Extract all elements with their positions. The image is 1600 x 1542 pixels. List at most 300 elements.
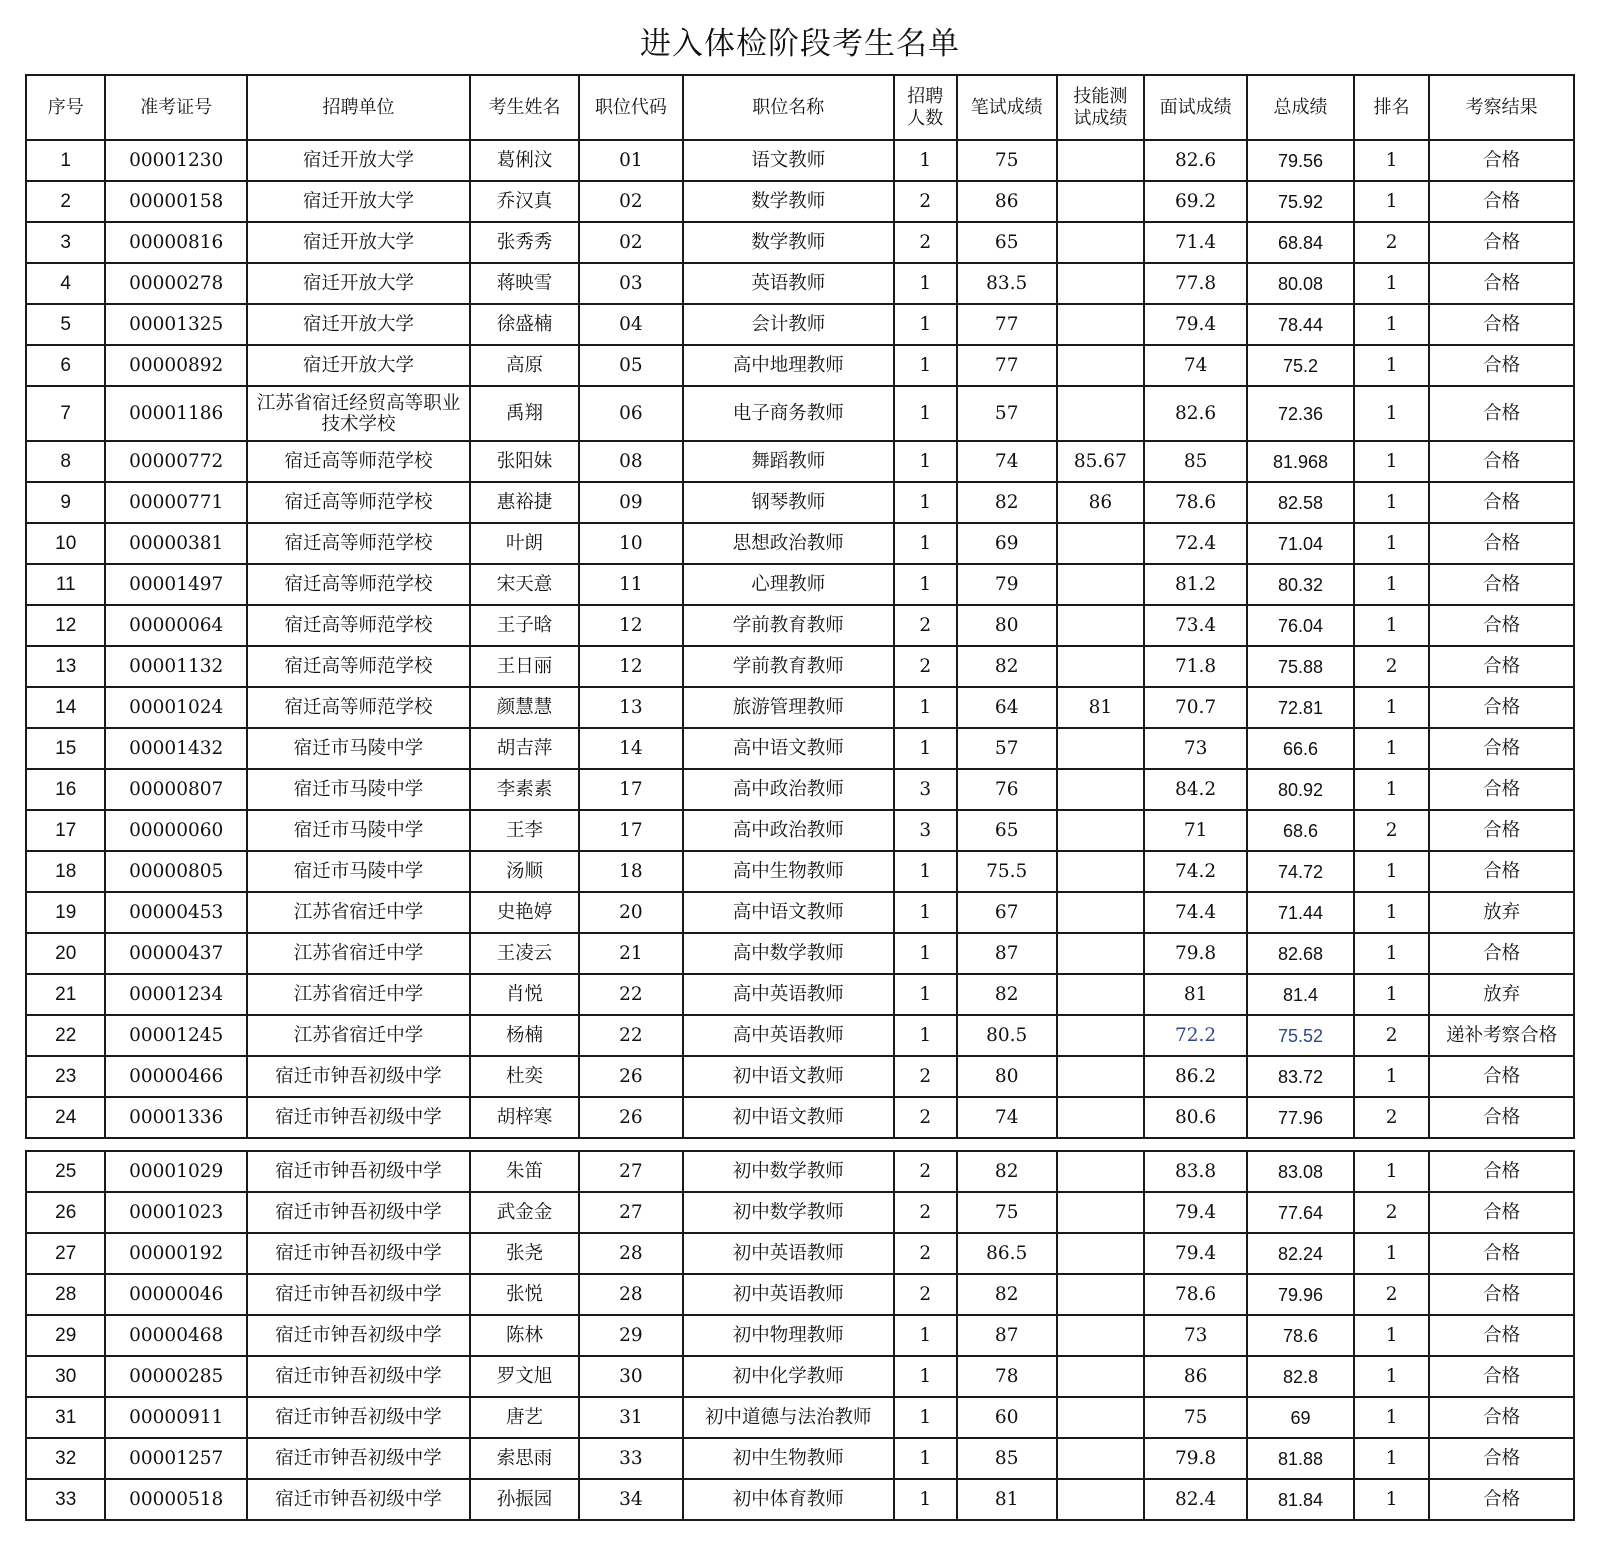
cell-candidate-name: 禹翔 <box>470 386 579 441</box>
cell-hire-count: 1 <box>894 441 957 482</box>
cell-skill-score <box>1057 222 1145 263</box>
cell-exam-id: 00001186 <box>105 386 247 441</box>
cell-hire-count: 1 <box>894 1397 957 1438</box>
table-row <box>26 1479 1574 1520</box>
cell-exam-id: 00000805 <box>105 851 247 892</box>
cell-candidate-name: 李素素 <box>470 769 579 810</box>
table-row <box>26 482 1574 523</box>
cell-position-name: 旅游管理教师 <box>683 687 894 728</box>
table-row <box>26 646 1574 687</box>
cell-result: 合格 <box>1429 140 1574 181</box>
cell-unit: 宿迁开放大学 <box>247 181 470 222</box>
cell-written-score: 82 <box>957 974 1057 1015</box>
table-row <box>26 140 1574 181</box>
cell-seq: 20 <box>26 933 105 974</box>
cell-interview-score: 82.6 <box>1144 140 1247 181</box>
cell-interview-score: 86 <box>1144 1356 1247 1397</box>
cell-skill-score: 85.67 <box>1057 441 1145 482</box>
cell-seq: 32 <box>26 1438 105 1479</box>
cell-candidate-name: 索思雨 <box>470 1438 579 1479</box>
cell-candidate-name: 胡吉萍 <box>470 728 579 769</box>
cell-exam-id: 00000064 <box>105 605 247 646</box>
cell-written-score: 65 <box>957 222 1057 263</box>
cell-result: 合格 <box>1429 1356 1574 1397</box>
cell-total-score: 69 <box>1247 1397 1354 1438</box>
cell-rank: 1 <box>1354 1479 1429 1520</box>
cell-seq: 6 <box>26 345 105 386</box>
cell-exam-id: 00001029 <box>105 1151 247 1192</box>
cell-total-score: 72.36 <box>1247 386 1354 441</box>
cell-hire-count: 2 <box>894 646 957 687</box>
cell-seq: 28 <box>26 1274 105 1315</box>
cell-total-score: 68.84 <box>1247 222 1354 263</box>
cell-position-name: 初中生物教师 <box>683 1438 894 1479</box>
header-result: 考察结果 <box>1429 75 1574 140</box>
cell-unit: 宿迁开放大学 <box>247 304 470 345</box>
cell-written-score: 78 <box>957 1356 1057 1397</box>
cell-skill-score <box>1057 140 1145 181</box>
cell-hire-count: 2 <box>894 1097 957 1138</box>
table-row <box>26 1015 1574 1056</box>
cell-candidate-name: 惠裕捷 <box>470 482 579 523</box>
cell-interview-score: 83.8 <box>1144 1151 1247 1192</box>
table-header-row <box>26 75 1574 140</box>
cell-written-score: 74 <box>957 1097 1057 1138</box>
cell-interview-score: 86.2 <box>1144 1056 1247 1097</box>
cell-skill-score <box>1057 1397 1145 1438</box>
table-row <box>26 1233 1574 1274</box>
cell-skill-score <box>1057 263 1145 304</box>
table-row <box>26 1056 1574 1097</box>
cell-seq: 21 <box>26 974 105 1015</box>
cell-position-code: 27 <box>579 1192 683 1233</box>
cell-hire-count: 1 <box>894 1015 957 1056</box>
cell-position-code: 12 <box>579 605 683 646</box>
cell-skill-score <box>1057 181 1145 222</box>
cell-total-score: 71.44 <box>1247 892 1354 933</box>
cell-total-score: 81.88 <box>1247 1438 1354 1479</box>
cell-result: 合格 <box>1429 482 1574 523</box>
cell-result: 合格 <box>1429 523 1574 564</box>
cell-written-score: 79 <box>957 564 1057 605</box>
header-position-name: 职位名称 <box>683 75 894 140</box>
cell-rank: 1 <box>1354 1151 1429 1192</box>
cell-result: 合格 <box>1429 851 1574 892</box>
table-row <box>26 687 1574 728</box>
cell-candidate-name: 颜慧慧 <box>470 687 579 728</box>
cell-rank: 1 <box>1354 892 1429 933</box>
cell-hire-count: 2 <box>894 1274 957 1315</box>
cell-exam-id: 00000468 <box>105 1315 247 1356</box>
table-row <box>26 1397 1574 1438</box>
cell-candidate-name: 杨楠 <box>470 1015 579 1056</box>
cell-position-name: 初中语文教师 <box>683 1097 894 1138</box>
cell-candidate-name: 肖悦 <box>470 974 579 1015</box>
cell-total-score: 82.58 <box>1247 482 1354 523</box>
table-row <box>26 441 1574 482</box>
cell-exam-id: 00000772 <box>105 441 247 482</box>
cell-interview-score: 74.4 <box>1144 892 1247 933</box>
cell-rank: 1 <box>1354 769 1429 810</box>
cell-position-name: 高中语文教师 <box>683 728 894 769</box>
cell-unit: 宿迁市钟吾初级中学 <box>247 1097 470 1138</box>
table-row <box>26 1097 1574 1138</box>
cell-candidate-name: 宋天意 <box>470 564 579 605</box>
cell-candidate-name: 王李 <box>470 810 579 851</box>
cell-unit: 宿迁高等师范学校 <box>247 605 470 646</box>
cell-hire-count: 2 <box>894 1151 957 1192</box>
cell-exam-id: 00000518 <box>105 1479 247 1520</box>
cell-total-score: 80.32 <box>1247 564 1354 605</box>
table-row <box>26 810 1574 851</box>
cell-unit: 江苏省宿迁中学 <box>247 974 470 1015</box>
header-written-score: 笔试成绩 <box>957 75 1057 140</box>
cell-unit: 宿迁市马陵中学 <box>247 810 470 851</box>
table-row <box>26 523 1574 564</box>
cell-interview-score: 72.2 <box>1144 1015 1247 1056</box>
cell-rank: 1 <box>1354 441 1429 482</box>
cell-skill-score <box>1057 1315 1145 1356</box>
cell-total-score: 66.6 <box>1247 728 1354 769</box>
cell-exam-id: 00001230 <box>105 140 247 181</box>
cell-total-score: 79.56 <box>1247 140 1354 181</box>
cell-exam-id: 00000771 <box>105 482 247 523</box>
cell-exam-id: 00001024 <box>105 687 247 728</box>
cell-seq: 15 <box>26 728 105 769</box>
cell-rank: 1 <box>1354 181 1429 222</box>
cell-rank: 1 <box>1354 974 1429 1015</box>
cell-rank: 1 <box>1354 1397 1429 1438</box>
cell-rank: 2 <box>1354 1274 1429 1315</box>
cell-hire-count: 1 <box>894 1479 957 1520</box>
cell-rank: 1 <box>1354 687 1429 728</box>
cell-rank: 1 <box>1354 728 1429 769</box>
cell-total-score: 76.04 <box>1247 605 1354 646</box>
cell-position-name: 初中物理教师 <box>683 1315 894 1356</box>
cell-position-name: 初中数学教师 <box>683 1192 894 1233</box>
cell-position-name: 高中数学教师 <box>683 933 894 974</box>
cell-skill-score <box>1057 1151 1145 1192</box>
cell-rank: 1 <box>1354 345 1429 386</box>
cell-position-name: 钢琴教师 <box>683 482 894 523</box>
cell-candidate-name: 乔汉真 <box>470 181 579 222</box>
cell-position-name: 学前教育教师 <box>683 646 894 687</box>
cell-unit: 宿迁市马陵中学 <box>247 728 470 769</box>
cell-interview-score: 75 <box>1144 1397 1247 1438</box>
cell-total-score: 72.81 <box>1247 687 1354 728</box>
cell-written-score: 57 <box>957 728 1057 769</box>
cell-exam-id: 00001325 <box>105 304 247 345</box>
cell-interview-score: 79.4 <box>1144 304 1247 345</box>
table-row <box>26 1274 1574 1315</box>
cell-seq: 11 <box>26 564 105 605</box>
cell-unit: 宿迁市钟吾初级中学 <box>247 1151 470 1192</box>
cell-result: 合格 <box>1429 386 1574 441</box>
cell-rank: 1 <box>1354 1315 1429 1356</box>
cell-interview-score: 84.2 <box>1144 769 1247 810</box>
cell-interview-score: 85 <box>1144 441 1247 482</box>
cell-position-name: 初中数学教师 <box>683 1151 894 1192</box>
cell-hire-count: 1 <box>894 1438 957 1479</box>
cell-written-score: 57 <box>957 386 1057 441</box>
cell-position-name: 高中英语教师 <box>683 1015 894 1056</box>
cell-written-score: 82 <box>957 1274 1057 1315</box>
cell-written-score: 87 <box>957 933 1057 974</box>
cell-total-score: 75.52 <box>1247 1015 1354 1056</box>
cell-skill-score: 86 <box>1057 482 1145 523</box>
cell-candidate-name: 张秀秀 <box>470 222 579 263</box>
cell-interview-score: 78.6 <box>1144 1274 1247 1315</box>
cell-rank: 1 <box>1354 304 1429 345</box>
cell-seq: 5 <box>26 304 105 345</box>
cell-interview-score: 72.4 <box>1144 523 1247 564</box>
cell-exam-id: 00000285 <box>105 1356 247 1397</box>
cell-position-name: 会计教师 <box>683 304 894 345</box>
header-seq: 序号 <box>26 75 105 140</box>
cell-hire-count: 1 <box>894 728 957 769</box>
cell-interview-score: 82.4 <box>1144 1479 1247 1520</box>
cell-skill-score <box>1057 1356 1145 1397</box>
cell-position-code: 26 <box>579 1056 683 1097</box>
cell-written-score: 86 <box>957 181 1057 222</box>
cell-seq: 31 <box>26 1397 105 1438</box>
cell-position-code: 08 <box>579 441 683 482</box>
cell-skill-score: 81 <box>1057 687 1145 728</box>
cell-unit: 宿迁市钟吾初级中学 <box>247 1397 470 1438</box>
cell-total-score: 80.08 <box>1247 263 1354 304</box>
cell-skill-score <box>1057 1056 1145 1097</box>
cell-position-name: 语文教师 <box>683 140 894 181</box>
cell-seq: 25 <box>26 1151 105 1192</box>
cell-exam-id: 00001023 <box>105 1192 247 1233</box>
cell-hire-count: 2 <box>894 605 957 646</box>
cell-position-code: 33 <box>579 1438 683 1479</box>
cell-interview-score: 82.6 <box>1144 386 1247 441</box>
cell-exam-id: 00001132 <box>105 646 247 687</box>
cell-skill-score <box>1057 769 1145 810</box>
cell-written-score: 75 <box>957 140 1057 181</box>
cell-result: 合格 <box>1429 810 1574 851</box>
cell-skill-score <box>1057 1015 1145 1056</box>
cell-candidate-name: 胡梓寒 <box>470 1097 579 1138</box>
cell-hire-count: 2 <box>894 1192 957 1233</box>
cell-rank: 1 <box>1354 564 1429 605</box>
cell-rank: 1 <box>1354 1056 1429 1097</box>
cell-result: 合格 <box>1429 564 1574 605</box>
cell-rank: 1 <box>1354 605 1429 646</box>
cell-hire-count: 1 <box>894 687 957 728</box>
cell-skill-score <box>1057 728 1145 769</box>
cell-position-code: 22 <box>579 1015 683 1056</box>
cell-position-code: 05 <box>579 345 683 386</box>
cell-unit: 宿迁开放大学 <box>247 222 470 263</box>
cell-interview-score: 80.6 <box>1144 1097 1247 1138</box>
cell-position-name: 高中语文教师 <box>683 892 894 933</box>
cell-hire-count: 1 <box>894 263 957 304</box>
cell-candidate-name: 葛俐汶 <box>470 140 579 181</box>
cell-interview-score: 79.8 <box>1144 933 1247 974</box>
cell-candidate-name: 汤顺 <box>470 851 579 892</box>
cell-rank: 2 <box>1354 1192 1429 1233</box>
cell-exam-id: 00001336 <box>105 1097 247 1138</box>
cell-result: 合格 <box>1429 933 1574 974</box>
cell-hire-count: 1 <box>894 386 957 441</box>
cell-seq: 9 <box>26 482 105 523</box>
cell-total-score: 71.04 <box>1247 523 1354 564</box>
cell-seq: 7 <box>26 386 105 441</box>
cell-interview-score: 79.4 <box>1144 1233 1247 1274</box>
table-row <box>26 769 1574 810</box>
cell-exam-id: 00000046 <box>105 1274 247 1315</box>
cell-written-score: 80 <box>957 605 1057 646</box>
table-row <box>26 345 1574 386</box>
cell-written-score: 75.5 <box>957 851 1057 892</box>
table-body-part-2 <box>26 1151 1574 1520</box>
cell-candidate-name: 孙振园 <box>470 1479 579 1520</box>
cell-candidate-name: 张阳妹 <box>470 441 579 482</box>
cell-seq: 24 <box>26 1097 105 1138</box>
cell-total-score: 75.88 <box>1247 646 1354 687</box>
cell-hire-count: 1 <box>894 933 957 974</box>
cell-result: 合格 <box>1429 441 1574 482</box>
cell-candidate-name: 罗文旭 <box>470 1356 579 1397</box>
cell-exam-id: 00000453 <box>105 892 247 933</box>
cell-position-code: 27 <box>579 1151 683 1192</box>
cell-unit: 宿迁市马陵中学 <box>247 769 470 810</box>
cell-total-score: 75.2 <box>1247 345 1354 386</box>
cell-position-code: 28 <box>579 1233 683 1274</box>
cell-result: 合格 <box>1429 222 1574 263</box>
cell-seq: 17 <box>26 810 105 851</box>
cell-result: 合格 <box>1429 1233 1574 1274</box>
cell-result: 合格 <box>1429 1397 1574 1438</box>
cell-result: 合格 <box>1429 263 1574 304</box>
table-row <box>26 181 1574 222</box>
table-row <box>26 304 1574 345</box>
header-hire-count: 招聘 人数 <box>894 75 957 140</box>
cell-rank: 2 <box>1354 222 1429 263</box>
cell-seq: 4 <box>26 263 105 304</box>
cell-exam-id: 00000278 <box>105 263 247 304</box>
cell-written-score: 86.5 <box>957 1233 1057 1274</box>
cell-skill-score <box>1057 1274 1145 1315</box>
cell-position-code: 14 <box>579 728 683 769</box>
cell-candidate-name: 朱笛 <box>470 1151 579 1192</box>
cell-exam-id: 00001245 <box>105 1015 247 1056</box>
cell-interview-score: 73 <box>1144 1315 1247 1356</box>
cell-unit: 宿迁高等师范学校 <box>247 441 470 482</box>
cell-written-score: 81 <box>957 1479 1057 1520</box>
cell-rank: 1 <box>1354 523 1429 564</box>
cell-hire-count: 1 <box>894 140 957 181</box>
cell-interview-score: 69.2 <box>1144 181 1247 222</box>
table-row <box>26 222 1574 263</box>
cell-written-score: 87 <box>957 1315 1057 1356</box>
cell-position-name: 思想政治教师 <box>683 523 894 564</box>
cell-rank: 1 <box>1354 1438 1429 1479</box>
cell-seq: 14 <box>26 687 105 728</box>
cell-exam-id: 00000466 <box>105 1056 247 1097</box>
header-skill-score: 技能测 试成绩 <box>1057 75 1145 140</box>
cell-result: 合格 <box>1429 1151 1574 1192</box>
cell-seq: 27 <box>26 1233 105 1274</box>
cell-written-score: 74 <box>957 441 1057 482</box>
cell-total-score: 83.72 <box>1247 1056 1354 1097</box>
cell-interview-score: 71.4 <box>1144 222 1247 263</box>
cell-hire-count: 1 <box>894 974 957 1015</box>
table-row <box>26 851 1574 892</box>
cell-skill-score <box>1057 1097 1145 1138</box>
cell-exam-id: 00000807 <box>105 769 247 810</box>
cell-written-score: 75 <box>957 1192 1057 1233</box>
table-body-part-1 <box>26 140 1574 1138</box>
cell-exam-id: 00000437 <box>105 933 247 974</box>
cell-position-code: 02 <box>579 181 683 222</box>
cell-skill-score <box>1057 1192 1145 1233</box>
table-row <box>26 1438 1574 1479</box>
cell-interview-score: 77.8 <box>1144 263 1247 304</box>
cell-rank: 1 <box>1354 263 1429 304</box>
cell-total-score: 74.72 <box>1247 851 1354 892</box>
cell-exam-id: 00000816 <box>105 222 247 263</box>
cell-exam-id: 00001257 <box>105 1438 247 1479</box>
cell-skill-score <box>1057 810 1145 851</box>
cell-position-code: 22 <box>579 974 683 1015</box>
cell-unit: 宿迁市钟吾初级中学 <box>247 1438 470 1479</box>
cell-total-score: 83.08 <box>1247 1151 1354 1192</box>
header-rank: 排名 <box>1354 75 1429 140</box>
cell-interview-score: 73 <box>1144 728 1247 769</box>
cell-skill-score <box>1057 933 1145 974</box>
cell-result: 合格 <box>1429 304 1574 345</box>
cell-skill-score <box>1057 564 1145 605</box>
cell-unit: 江苏省宿迁中学 <box>247 1015 470 1056</box>
cell-position-code: 30 <box>579 1356 683 1397</box>
cell-candidate-name: 唐艺 <box>470 1397 579 1438</box>
cell-unit: 宿迁市钟吾初级中学 <box>247 1356 470 1397</box>
cell-hire-count: 2 <box>894 1056 957 1097</box>
cell-skill-score <box>1057 892 1145 933</box>
cell-total-score: 81.4 <box>1247 974 1354 1015</box>
candidate-table-continued <box>25 1150 1575 1521</box>
cell-written-score: 85 <box>957 1438 1057 1479</box>
cell-interview-score: 73.4 <box>1144 605 1247 646</box>
cell-unit: 宿迁开放大学 <box>247 263 470 304</box>
cell-rank: 1 <box>1354 851 1429 892</box>
cell-exam-id: 00000381 <box>105 523 247 564</box>
cell-written-score: 76 <box>957 769 1057 810</box>
cell-position-code: 17 <box>579 810 683 851</box>
cell-position-code: 26 <box>579 1097 683 1138</box>
cell-total-score: 82.8 <box>1247 1356 1354 1397</box>
cell-candidate-name: 蒋映雪 <box>470 263 579 304</box>
cell-seq: 26 <box>26 1192 105 1233</box>
cell-unit: 宿迁高等师范学校 <box>247 646 470 687</box>
cell-position-name: 高中政治教师 <box>683 810 894 851</box>
cell-unit: 宿迁开放大学 <box>247 345 470 386</box>
cell-skill-score <box>1057 974 1145 1015</box>
header-total-score: 总成绩 <box>1247 75 1354 140</box>
cell-candidate-name: 徐盛楠 <box>470 304 579 345</box>
cell-seq: 1 <box>26 140 105 181</box>
cell-position-code: 09 <box>579 482 683 523</box>
cell-position-name: 初中语文教师 <box>683 1056 894 1097</box>
cell-exam-id: 00000060 <box>105 810 247 851</box>
cell-hire-count: 3 <box>894 769 957 810</box>
cell-seq: 16 <box>26 769 105 810</box>
cell-position-code: 31 <box>579 1397 683 1438</box>
table-row <box>26 263 1574 304</box>
